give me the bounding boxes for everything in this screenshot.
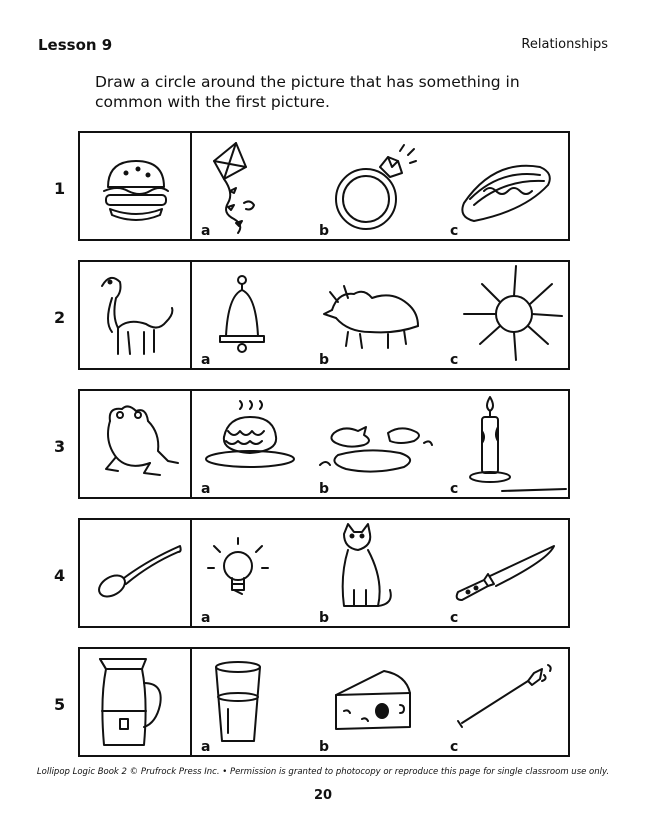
lily-pad-icon <box>314 391 444 497</box>
pitcher-icon <box>88 649 184 755</box>
sun-icon <box>444 262 568 368</box>
paintbrush-icon <box>444 649 568 755</box>
spoon-icon <box>88 520 184 626</box>
option-letter: c <box>450 223 459 239</box>
option-letter: a <box>201 223 211 239</box>
option-2a[interactable] <box>194 262 314 368</box>
option-4c[interactable] <box>444 520 568 626</box>
page-number: 20 <box>313 788 333 803</box>
question-row-2 <box>78 260 570 370</box>
option-3b[interactable] <box>314 391 444 497</box>
row-number-2: 2 <box>54 308 66 327</box>
option-3a[interactable] <box>194 391 314 497</box>
option-letter: b <box>319 610 330 626</box>
frog-icon <box>88 391 184 497</box>
lesson-topic: Relationships <box>521 37 608 52</box>
question-row-1 <box>78 131 570 241</box>
question-row-5 <box>78 647 570 757</box>
row-number-3: 3 <box>54 437 66 456</box>
option-5c[interactable] <box>444 649 568 755</box>
spaghetti-icon <box>194 391 314 497</box>
row-divider <box>190 262 192 368</box>
option-4b[interactable] <box>314 520 444 626</box>
light-bulb-icon <box>194 520 314 626</box>
row-number-4: 4 <box>54 566 66 585</box>
question-row-3 <box>78 389 570 499</box>
option-letter: b <box>319 481 330 497</box>
kite-icon <box>194 133 314 239</box>
option-4a[interactable] <box>194 520 314 626</box>
row-divider <box>190 391 192 497</box>
hamburger-icon <box>88 133 184 239</box>
ring-icon <box>314 133 444 239</box>
option-letter: a <box>201 739 211 755</box>
lesson-title: Lesson 9 <box>38 36 113 54</box>
option-5a[interactable] <box>194 649 314 755</box>
option-letter: a <box>201 481 211 497</box>
row-number-5: 5 <box>54 695 66 714</box>
option-letter: a <box>201 352 211 368</box>
cheese-icon <box>314 649 444 755</box>
row-divider <box>190 133 192 239</box>
option-letter: c <box>450 481 459 497</box>
hot-dog-icon <box>444 133 568 239</box>
option-5b[interactable] <box>314 649 444 755</box>
instructions: Draw a circle around the picture that has something in common with the first picture. <box>95 73 520 111</box>
option-2b[interactable] <box>314 262 444 368</box>
cat-icon <box>314 520 444 626</box>
option-1b[interactable] <box>314 133 444 239</box>
row-divider <box>190 520 192 626</box>
row-divider <box>190 649 192 755</box>
option-letter: b <box>319 223 330 239</box>
option-letter: c <box>450 739 459 755</box>
option-letter: b <box>319 739 330 755</box>
candle-icon <box>444 391 568 497</box>
option-letter: c <box>450 352 459 368</box>
dinosaur-icon <box>88 262 184 368</box>
bell-icon <box>194 262 314 368</box>
option-1a[interactable] <box>194 133 314 239</box>
knife-icon <box>444 520 568 626</box>
option-1c[interactable] <box>444 133 568 239</box>
option-letter: c <box>450 610 459 626</box>
glass-icon <box>194 649 314 755</box>
copyright-footer: Lollipop Logic Book 2 © Prufrock Press Inc. • Permission is granted to photocopy or reproduce this page for single classroom use only. <box>36 767 610 777</box>
question-row-4 <box>78 518 570 628</box>
row-number-1: 1 <box>54 179 66 198</box>
triceratops-icon <box>314 262 444 368</box>
option-2c[interactable] <box>444 262 568 368</box>
option-3c[interactable] <box>444 391 568 497</box>
option-letter: a <box>201 610 211 626</box>
option-letter: b <box>319 352 330 368</box>
